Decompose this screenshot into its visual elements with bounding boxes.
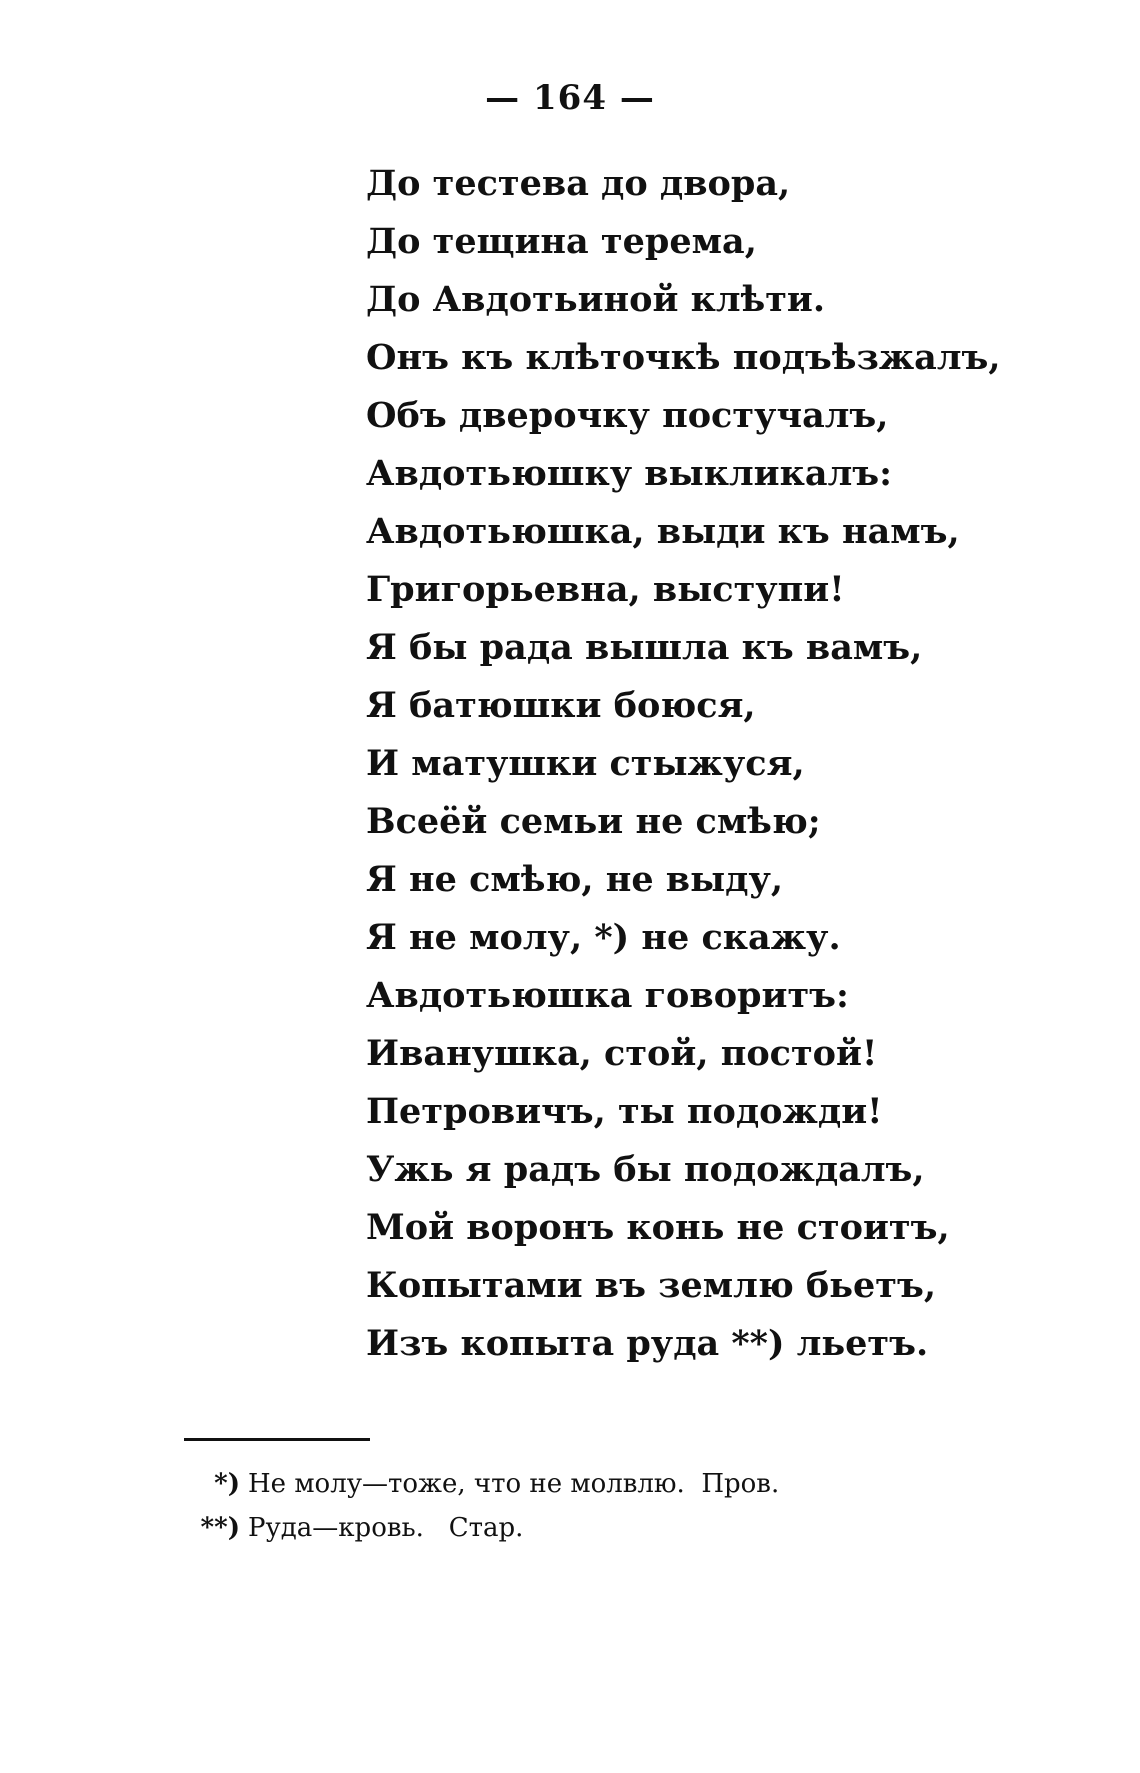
poem-line: До Авдотьиной клѣти.: [366, 279, 826, 320]
footnote: [200, 1506, 1060, 1550]
poem-line: Копытами въ землю бьетъ,: [366, 1265, 936, 1306]
page-number: — 164 —: [485, 78, 655, 118]
poem-line: Авдотьюшка, выди къ намъ,: [366, 511, 960, 552]
poem-line: Объ дверочку постучалъ,: [366, 395, 889, 436]
poem-line: Иванушка, стой, постой!: [366, 1033, 878, 1074]
poem-line: Я батюшки боюся,: [366, 685, 756, 726]
poem-line: Авдотьюшку выкликалъ:: [366, 453, 893, 494]
footnote: [200, 1462, 1060, 1506]
footnote-mark: **): [200, 1513, 240, 1543]
poem-line: Григорьевна, выступи!: [366, 569, 845, 610]
poem-body: [366, 155, 1106, 1373]
poem-line: Всеёй семьи не смѣю;: [366, 801, 821, 842]
footnote-text: Руда—кровь. Стар.: [248, 1513, 524, 1543]
poem-line: До тестева до двора,: [366, 163, 791, 204]
poem-line: И матушки стыжуся,: [366, 743, 805, 784]
poem-line: Петровичъ, ты подожди!: [366, 1091, 883, 1132]
poem-line: Авдотьюшка говоритъ:: [366, 975, 849, 1016]
poem-line: Изъ копыта руда **) льетъ.: [366, 1323, 929, 1364]
poem-line: Мой воронъ конь не стоитъ,: [366, 1207, 950, 1248]
poem-line: Ужь я радъ бы подождалъ,: [366, 1149, 925, 1190]
footnote-divider: [184, 1438, 370, 1441]
poem-line: Я не молу, *) не скажу.: [366, 917, 841, 958]
poem-line: Я не смѣю, не выду,: [366, 859, 784, 900]
poem-line: Онъ къ клѣточкѣ подъѣзжалъ,: [366, 337, 1001, 378]
footnote-mark: *): [214, 1469, 240, 1499]
footnotes: [200, 1462, 1060, 1550]
poem-line: Я бы рада вышла къ вамъ,: [366, 627, 923, 668]
footnote-text: Не молу—тоже, что не молвлю. Пров.: [248, 1469, 780, 1499]
poem-line: До тещина терема,: [366, 221, 757, 262]
